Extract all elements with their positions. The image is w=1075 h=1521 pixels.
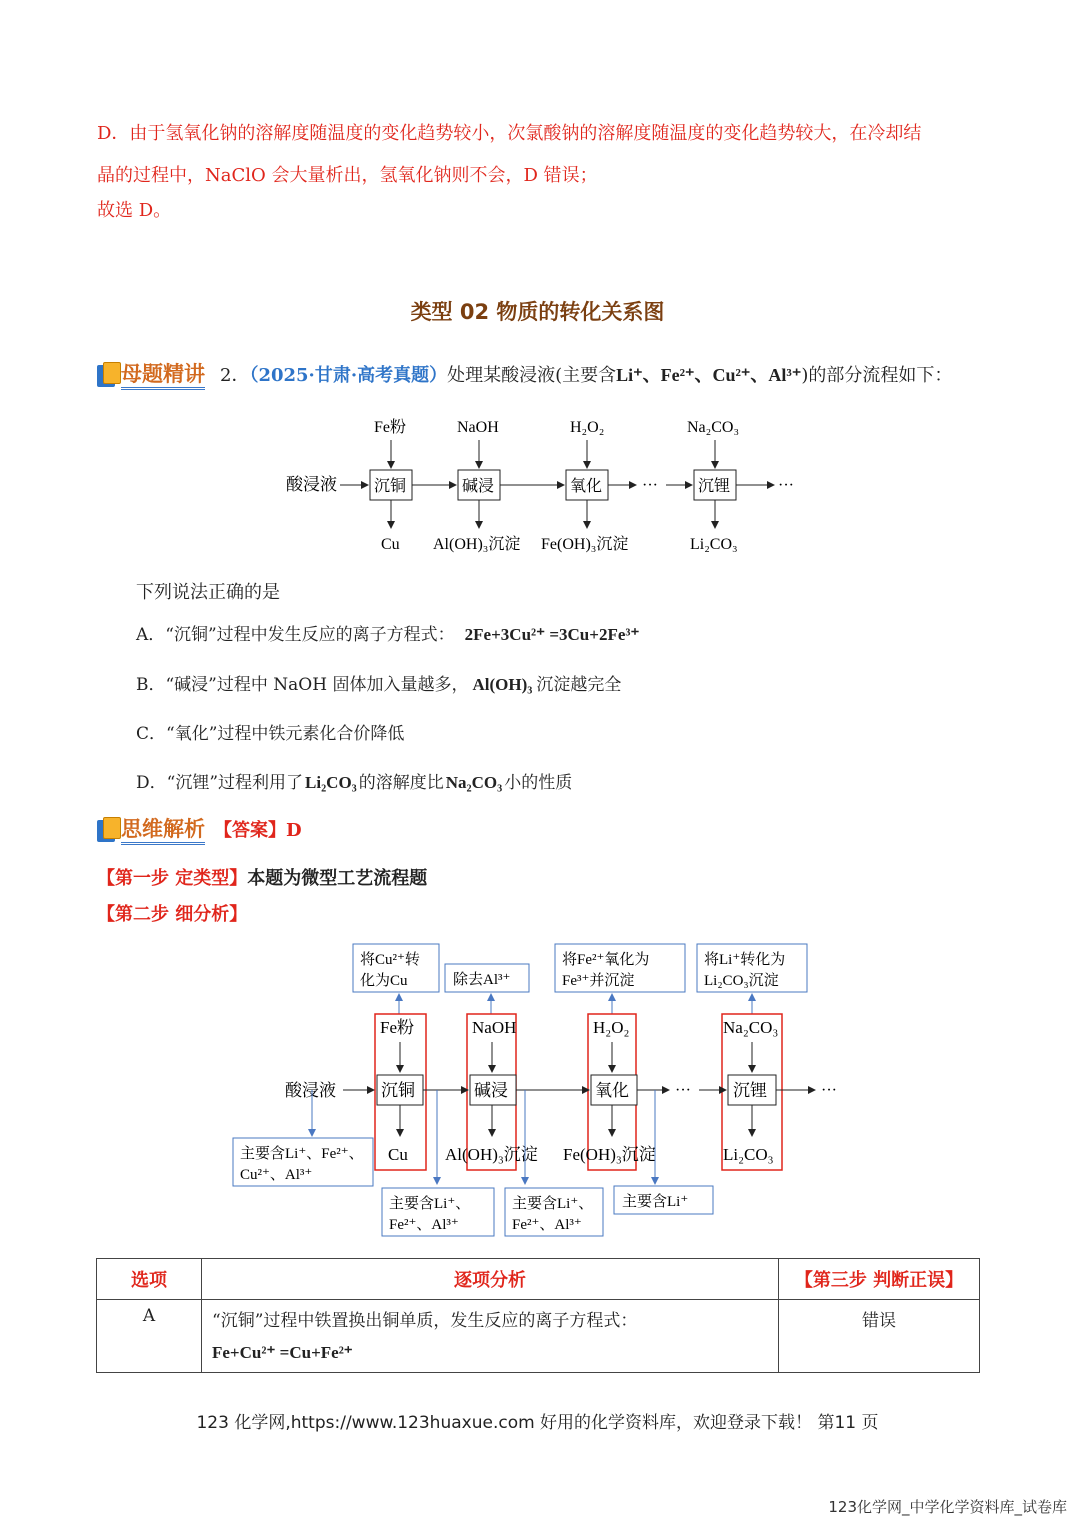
flow-box-3: 氧化 — [570, 478, 603, 495]
flow-start: 酸浸液 — [286, 475, 337, 494]
note-bottom-1b: Cu²⁺、Al³⁺ — [240, 1167, 313, 1183]
note-top-3b: Fe³⁺并沉淀 — [562, 973, 635, 989]
flow2-output-2: Al(OH)₃沉淀 — [445, 1145, 538, 1164]
flow-box-4: 沉锂 — [698, 478, 731, 495]
flow-box-1: 沉铜 — [374, 478, 407, 495]
answer-line: 【答案】D — [214, 820, 302, 841]
flow-output-2: Al(OH)₃沉淀 — [433, 536, 521, 553]
analysis-table — [96, 1258, 980, 1373]
note-top-1a: 将Cu²⁺转 — [360, 952, 420, 968]
flow-dots-2: ··· — [778, 477, 794, 494]
table-row — [97, 1300, 980, 1373]
row-option: A — [97, 1300, 202, 1373]
flow2-output-4: Li₂CO₃ — [723, 1145, 774, 1164]
section-title: 类型 02 物质的转化关系图 — [410, 300, 665, 324]
flow-box-2: 碱浸 — [462, 478, 495, 495]
step-1: 【第一步 定类型】本题为微型工艺流程题 — [97, 868, 428, 889]
flow-input-4: Na₂CO₃ — [687, 419, 740, 436]
flow-output-1: Cu — [381, 536, 400, 553]
flow-input-1: Fe粉 — [374, 419, 407, 436]
solution-line-2: 晶的过程中，NaClO 会大量析出，氢氧化钠则不会，D 错误； — [97, 165, 598, 186]
flow-output-4: Li₂CO₃ — [690, 536, 738, 553]
flow2-dots-2: ··· — [821, 1082, 837, 1099]
notebook-icon — [97, 362, 119, 388]
note-bottom-3b: Fe²⁺、Al³⁺ — [512, 1217, 582, 1233]
notebook-icon — [97, 817, 119, 843]
corner-watermark: 123化学网_中学化学资料库_试卷库 — [828, 1498, 1067, 1516]
option-b[interactable]: B．“碱浸”过程中 NaOH 固体加入量越多， Al(OH)₃ 沉淀越完全 — [136, 675, 622, 695]
solution-line-3: 故选 D。 — [97, 200, 172, 221]
note-bottom-2b: Fe²⁺、Al³⁺ — [389, 1217, 459, 1233]
step-2: 【第二步 细分析】 — [97, 904, 248, 925]
flow2-box-2: 碱浸 — [474, 1081, 508, 1100]
flow2-input-2: NaOH — [472, 1018, 517, 1037]
note-bottom-1a: 主要含Li⁺、Fe²⁺、 — [240, 1146, 364, 1162]
flow2-box-4: 沉锂 — [733, 1081, 767, 1100]
flow2-input-4: Na₂CO₃ — [723, 1018, 779, 1037]
flow-input-2: NaOH — [457, 419, 499, 436]
note-top-2: 除去Al³⁺ — [453, 972, 511, 988]
process-flow-diagram — [280, 410, 820, 560]
page-footer: 123 化学网,https://www.123huaxue.com 好用的化学资料库，欢迎登录下载！ 第11 页 — [196, 1413, 879, 1433]
flow-input-3: H₂O₂ — [570, 419, 605, 436]
table-header-verdict: 【第三步 判断正误】 — [779, 1259, 980, 1300]
solution-line-1: D．由于氢氧化钠的溶解度随温度的变化趋势较小，次氯酸钠的溶解度随温度的变化趋势较大，在冷却结 — [97, 123, 922, 144]
flow2-output-1: Cu — [388, 1145, 408, 1164]
note-top-1b: 化为Cu — [360, 973, 408, 989]
option-a[interactable]: A．“沉铜”过程中发生反应的离子方程式： 2Fe+3Cu²⁺ =3Cu+2Fe³⁺ — [136, 625, 640, 645]
note-bottom-4: 主要含Li⁺ — [622, 1194, 689, 1210]
flow2-start: 酸浸液 — [285, 1081, 336, 1100]
row-verdict: 错误 — [779, 1300, 980, 1373]
table-header-analysis: 逐项分析 — [202, 1259, 779, 1300]
flow2-dots-1: ··· — [675, 1082, 691, 1099]
flow2-output-3: Fe(OH)₃沉淀 — [563, 1145, 656, 1164]
option-c[interactable]: C．“氧化”过程中铁元素化合价降低 — [136, 724, 405, 744]
question-prompt: 下列说法正确的是 — [136, 582, 280, 603]
flow2-box-1: 沉铜 — [381, 1081, 415, 1100]
flow2-box-3: 氧化 — [595, 1081, 629, 1100]
note-bottom-3a: 主要含Li⁺、 — [512, 1196, 594, 1212]
question-tag: 母题精讲 — [97, 360, 205, 390]
row-analysis: “沉铜”过程中铁置换出铜单质，发生反应的离子方程式： Fe+Cu²⁺ =Cu+Fe²⁺ — [202, 1300, 779, 1373]
note-top-4a: 将Li⁺转化为 — [704, 952, 786, 968]
note-top-4b: Li₂CO₃沉淀 — [704, 973, 779, 989]
annotated-flow-diagram — [225, 938, 855, 1243]
note-bottom-2a: 主要含Li⁺、 — [389, 1196, 471, 1212]
table-header-option: 选项 — [97, 1259, 202, 1300]
flow-output-3: Fe(OH)₃沉淀 — [541, 536, 629, 553]
flow2-input-3: H₂O₂ — [593, 1018, 630, 1037]
flow-dots-1: ··· — [642, 477, 658, 494]
flow2-input-1: Fe粉 — [380, 1018, 414, 1037]
note-top-3a: 将Fe²⁺氧化为 — [562, 952, 650, 968]
analysis-tag: 思维解析 — [97, 815, 205, 845]
option-d[interactable]: D．“沉锂”过程利用了 Li₂CO₃ 的溶解度比 Na₂CO₃ 小的性质 — [136, 773, 573, 793]
question-stem: 2．（2025·甘肃·高考真题）处理某酸浸液(主要含Li⁺、Fe²⁺、Cu²⁺、Al³⁺)的部分流程如下： — [220, 365, 953, 386]
